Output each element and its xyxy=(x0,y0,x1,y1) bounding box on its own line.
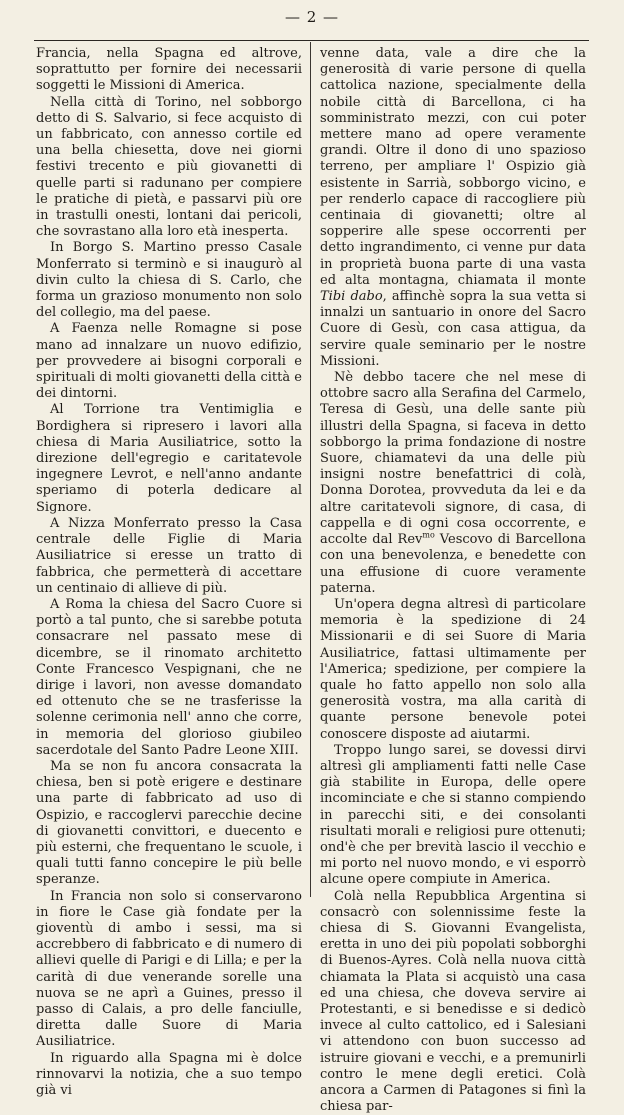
right-column xyxy=(320,46,587,1115)
paragraph xyxy=(320,46,586,370)
left-column xyxy=(36,46,302,1098)
header-rule xyxy=(34,40,589,41)
paragraph-text: venne data, vale a dire che la generosità di varie persone di quella cattolica nazione, specialmente della nobile città di Barcellona, ci ha somministrato mezzi, con cui poter mettere mano ad opere veramente grandi. Oltre il dono di uno spazioso terreno, per ampliare l' Ospizio già esistente in Sarrià, sobborgo vicino, e per renderlo capace di raccogliere più centinaia di giovanetti; oltre al sopperire alle spese occorrenti per detto ingrandimento, ci venne pur data in proprietà buona parte di una vasta ed alta montagna, chiamata il monte xyxy=(320,46,586,288)
paragraph-text: Vescovo di Barcellona con una benevolenza, e benedette con una effusione di cuore veramente paterna. xyxy=(320,532,586,596)
page-number: — 2 — xyxy=(284,8,340,26)
paragraph: In Borgo S. Martino presso Casale Monferrato si terminò e si inaugurò al divin culto la chiesa di S. Carlo, che forma un grazioso monumento non solo del collegio, ma del paese. xyxy=(36,240,302,321)
paragraph xyxy=(320,370,586,597)
paragraph-text: , affinchè sopra la sua vetta si innalzi un santuario in onore del Sacro Cuore di Gesù, con casa attigua, da servire quale seminario per le nostre Missioni. xyxy=(320,289,587,369)
paragraph: Un'opera degna altresì di particolare memoria è la spedizione di 24 Missionarii e di sei Suore di Maria Ausiliatrice, fattasi ultimamente per l'America; spedizione, per compiere la quale ho fatto appello non solo alla generosità vostra, ma alla carità di quante persone benevole potei conoscere disposte ad aiutarmi. xyxy=(320,596,586,742)
mountain-name: Tibi dabo xyxy=(320,289,383,305)
paragraph: A Roma la chiesa del Sacro Cuore si portò a tal punto, che si sarebbe potuta consacrare nel passato mese di dicembre, se il rinomato architetto Conte Francesco Vespignani, che ne dirige i lavori, non avesse domandato ed ottenuto che se ne trasferisse la solenne cerimonia nell' anno che corre, in memoria del glorioso giubileo sacerdotale del Santo Padre Leone XIII. xyxy=(36,596,302,758)
paragraph: A Faenza nelle Romagne si pose mano ad innalzare un nuovo edifizio, per provvedere ai bisogni corporali e spirituali di molti giovanetti della città e dei dintorni. xyxy=(36,321,302,402)
superscript: mo xyxy=(422,530,435,540)
paragraph: Colà nella Repubblica Argentina si consacrò con solennissime feste la chiesa di S. Giovanni Evangelista, eretta in uno dei più popolati sobborghi di Buenos-Ayres. Colà nella nuova città chiamata la Plata si acquistò una casa ed una chiesa, che doveva servire ai Protestanti, e si benedisse e si dedicò invece al culto cattolico, ed i Salesiani vi attendono con buon successo ad istruire giovani e vecchi, e a premunirli contro le mene degli eretici. Colà ancora a Carmen di Patagones si finì la chiesa par- xyxy=(320,888,586,1115)
paragraph: In riguardo alla Spagna mi è dolce rinnovarvi la notizia, che a suo tempo già vi xyxy=(36,1050,302,1098)
paragraph: Francia, nella Spagna ed altrove, soprattutto per fornire dei necessarii soggetti le Missioni di America. xyxy=(36,46,302,94)
paragraph-text: Nè debbo tacere che nel mese di ottobre sacro alla Serafina del Carmelo, Teresa di Gesù, una delle sante più illustri della Spagna, si faceva in detto sobborgo la prima fondazione di nostre Suore, chiamatevi da una delle più insigni nostre benefattrici di colà, Donna Dorotea, provveduta da lei e da altre caritatevoli signore, di casa, di cappella e di ogni cosa occorrente, e accolte dal Rev xyxy=(320,370,586,548)
paragraph: Troppo lungo sarei, se dovessi dirvi altresì gli ampliamenti fatti nelle Case già stabilite in Europa, delle opere incominciate e che si stanno compiendo in parecchi siti, e dei consolanti risultati morali e religiosi pure ottenuti; ond'è che per brevità lascio il vecchio e mi porto nel nuovo mondo, e vi esporrò alcune opere compiute in America. xyxy=(320,742,586,888)
paragraph: A Nizza Monferrato presso la Casa centrale delle Figlie di Maria Ausiliatrice si eresse un tratto di fabbrica, che permetterà di accettare un centinaio di allieve di più. xyxy=(36,515,302,596)
paragraph: Nella città di Torino, nel sobborgo detto di S. Salvario, si fece acquisto di un fabbricato, con annesso cortile ed una bella chiesetta, dove nei giorni festivi trecento e più giovanetti di quelle parti si radunano per compiere le pratiche di pietà, e passarvi più ore in trastulli onesti, lontani dai pericoli, che sovrastano alla loro età inesperta. xyxy=(36,94,302,240)
paragraph: In Francia non solo si conservarono in fiore le Case già fondate per la gioventù di ambo i sessi, ma si accrebbero di fabbricato e di numero di allievi quelle di Parigi e di Lilla; e per la carità di due venerande sorelle una nuova se ne aprì a Guines, presso il passo di Calais, a pro delle fanciulle, diretta dalle Suore di Maria Ausiliatrice. xyxy=(36,888,302,1050)
paragraph: Al Torrione tra Ventimiglia e Bordighera si ripresero i lavori alla chiesa di Maria Ausiliatrice, sotto la direzione dell'egregio e caritatevole ingegnere Levrot, e nell'anno andante speriamo di poterla dedicare al Signore. xyxy=(36,402,302,515)
column-divider xyxy=(310,42,311,897)
paragraph: Ma se non fu ancora consacrata la chiesa, ben si potè erigere e destinare una parte di fabbricato ad uso di Ospizio, e raccoglervi parecchie decine di giovanetti convittori, e duecento e più esterni, che frequentano le scuole, i quali tutti fanno concepire le più belle speranze. xyxy=(36,758,302,888)
